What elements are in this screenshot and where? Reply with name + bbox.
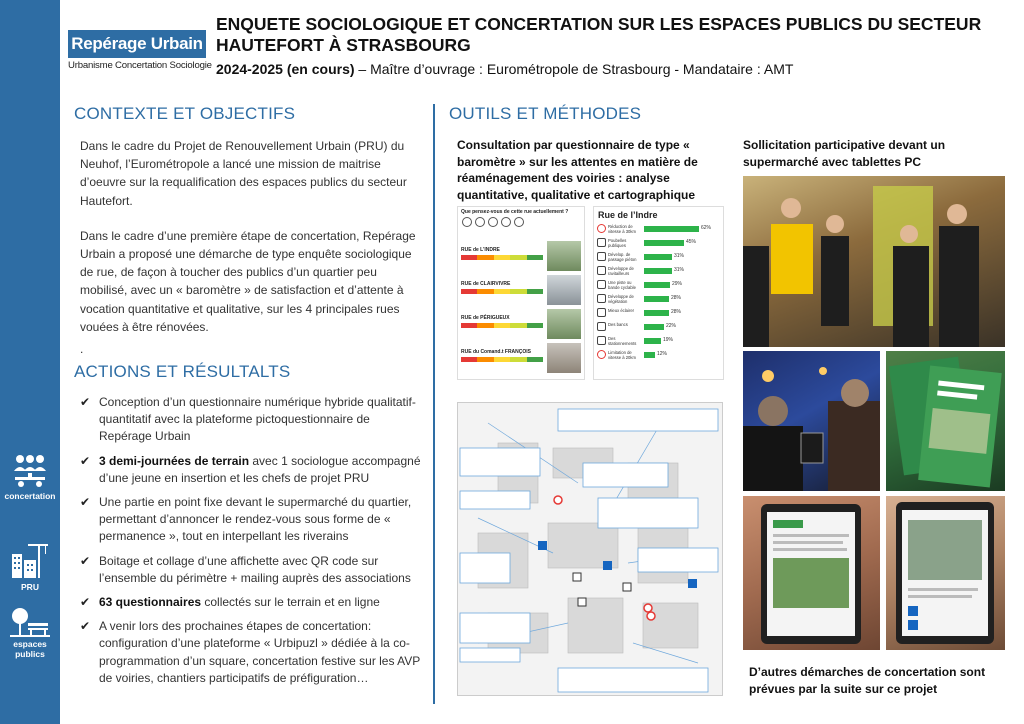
bar-row bbox=[594, 236, 723, 250]
contexte-paragraph-3: . bbox=[80, 342, 84, 357]
band-item-concertation bbox=[0, 453, 60, 501]
bar-value: 22% bbox=[666, 323, 677, 329]
subtitle-period: 2024-2025 (en cours) bbox=[216, 61, 355, 77]
gauge-bar bbox=[461, 357, 543, 362]
band-label: concertation bbox=[4, 491, 56, 501]
category-icon bbox=[597, 238, 606, 247]
list-item bbox=[80, 553, 425, 587]
bar-value: 28% bbox=[671, 309, 682, 315]
buildings-crane-icon bbox=[10, 540, 50, 580]
logo-name: Repérage Urbain bbox=[68, 30, 206, 58]
bar-label: Poubelles publiques bbox=[608, 238, 627, 248]
bar-fill bbox=[644, 226, 699, 232]
smiley-icon bbox=[488, 217, 498, 227]
bar-row bbox=[594, 222, 723, 236]
bar-row bbox=[594, 292, 723, 306]
bar-row bbox=[594, 306, 723, 320]
list-item bbox=[80, 594, 425, 611]
column-divider bbox=[433, 104, 435, 704]
bar-label: Des stationnements bbox=[608, 336, 637, 346]
check-icon: ✔ bbox=[80, 595, 91, 610]
heading-outils: OUTILS ET MÉTHODES bbox=[449, 104, 642, 123]
bar-fill bbox=[644, 240, 684, 246]
list-item bbox=[80, 494, 425, 546]
photo-illustration bbox=[743, 176, 1005, 347]
bar-fill bbox=[644, 338, 661, 344]
map-drawing bbox=[458, 403, 723, 696]
bar-label: Réduction de vitesse à 30km bbox=[608, 224, 636, 234]
actions-list bbox=[80, 394, 425, 694]
contexte-paragraph-1: Dans le cadre du Projet de Renouvellement Urbain (PRU) du Neuhof, l’Eurométropole a lancé une mission de maitrise d’oeuvre sur la requalification des espaces publics du secteur Hautefort. bbox=[80, 139, 407, 208]
street-photo bbox=[547, 275, 581, 305]
results-title: Rue de l’Indre bbox=[598, 210, 658, 220]
photo-illustration bbox=[886, 351, 1005, 491]
category-icon bbox=[597, 308, 606, 317]
item-text: avec 1 sociologue accompagné d’une jeune en insertion et les chefs de projet PRU bbox=[99, 453, 421, 485]
photo-leaflets bbox=[886, 351, 1005, 491]
results-bars bbox=[593, 206, 724, 380]
bar-fill bbox=[644, 324, 664, 330]
bar-value: 45% bbox=[686, 239, 697, 245]
photo-tablet-screen-2 bbox=[886, 496, 1005, 650]
street-name: RUE de PÉRIGUEUX bbox=[461, 315, 510, 321]
survey-question: Que pensez-vous de cette rue actuellement ? bbox=[461, 209, 569, 215]
bar-row bbox=[594, 264, 723, 278]
contexte-paragraph-2: Dans le cadre d’une première étape de concertation, Repérage Urbain a proposé une démarche de type enquête sociologique de rue, de façon à toucher des publics d’un quartier peu mobilisé, avec un « baromètre » de satisfaction et d’attente à vocation quantitative et qualitative, sur les 4 principales rues vouées à être rénovées. bbox=[80, 228, 416, 334]
category-icon bbox=[597, 336, 606, 345]
bar-row bbox=[594, 250, 723, 264]
street-gauge bbox=[458, 309, 584, 343]
caption-survey: Consultation par questionnaire de type « baromètre » sur les attentes en matière de réaménagement des voiries : analyse quantitative, qualitative et cartographique bbox=[457, 138, 698, 202]
photo-tablet-screen-1 bbox=[743, 496, 880, 650]
bench-tree-icon bbox=[10, 607, 50, 637]
category-icon bbox=[597, 350, 606, 359]
bar-label: Développe de végétation bbox=[608, 294, 634, 304]
bar-fill bbox=[644, 268, 672, 274]
smiley-row bbox=[458, 217, 584, 227]
bar-fill bbox=[644, 310, 669, 316]
logo-tagline: Urbanisme Concertation Sociologie bbox=[68, 60, 212, 71]
bar-row bbox=[594, 348, 723, 362]
photo-supermarket-crowd bbox=[743, 176, 1005, 347]
street-name: RUE de L’INDRE bbox=[461, 247, 500, 253]
bar-row bbox=[594, 278, 723, 292]
bar-value: 12% bbox=[657, 351, 668, 357]
list-item bbox=[80, 618, 425, 687]
band-label: espaces publics bbox=[13, 639, 47, 659]
bar-label: Dévelop. de passage piéton bbox=[608, 252, 637, 262]
street-photo bbox=[547, 241, 581, 271]
category-icon bbox=[597, 294, 606, 303]
band-item-pru bbox=[0, 540, 60, 592]
category-icon bbox=[597, 266, 606, 275]
list-item bbox=[80, 394, 425, 446]
item-text: A venir lors des prochaines étapes de concertation: configuration d’une plateforme « Urbipuzl » dédiée à la co-programmation d’un square, concertation festive sur les AVP de voiries, chantiers participatifs de préfiguration… bbox=[99, 619, 421, 685]
street-gauge bbox=[458, 241, 584, 275]
heading-contexte: CONTEXTE ET OBJECTIFS bbox=[74, 104, 296, 123]
logo bbox=[68, 30, 212, 71]
item-bold: 63 questionnaires bbox=[99, 595, 202, 610]
item-text: Boitage et collage d’une affichette avec QR code sur l’ensemble du périmètre + mailing auprès des associations bbox=[99, 553, 411, 585]
bar-value: 62% bbox=[701, 225, 712, 231]
bar-value: 29% bbox=[672, 281, 683, 287]
street-photo bbox=[547, 309, 581, 339]
category-icon bbox=[597, 322, 606, 331]
street-name: RUE de CLAIRVIVRE bbox=[461, 281, 511, 287]
bar-fill bbox=[644, 282, 670, 288]
check-icon: ✔ bbox=[80, 395, 91, 409]
gauge-bar bbox=[461, 323, 543, 328]
bar-label: Mieux éclairer bbox=[608, 308, 635, 313]
gauge-bar bbox=[461, 255, 543, 260]
bar-fill bbox=[644, 254, 672, 260]
check-icon: ✔ bbox=[80, 553, 91, 568]
bar-fill bbox=[644, 296, 669, 302]
bar-rows bbox=[594, 222, 723, 362]
page-title: ENQUETE SOCIOLOGIQUE ET CONCERTATION SUR LES ESPACES PUBLICS DU SECTEUR HAUTEFORT À STRASBOURG bbox=[216, 14, 982, 55]
street-gauge bbox=[458, 343, 584, 377]
photo-illustration bbox=[743, 351, 880, 491]
bar-value: 31% bbox=[674, 253, 685, 259]
bar-label: Une piste ou bande cyclable bbox=[608, 280, 636, 290]
bar-row bbox=[594, 334, 723, 348]
band-label: PRU bbox=[21, 582, 39, 592]
category-icon bbox=[597, 224, 606, 233]
bar-label: Limitation de vitesse à 20km bbox=[608, 350, 636, 360]
item-text: collectés sur le terrain et en ligne bbox=[201, 595, 380, 610]
list-item bbox=[80, 453, 425, 487]
bar-value: 28% bbox=[671, 295, 682, 301]
smiley-icon bbox=[514, 217, 524, 227]
item-text: Une partie en point fixe devant le supermarché du quartier, permettant d’annoncer le rendez-vous sous forme de « permanence », tout en interpellant les riverains bbox=[99, 495, 412, 544]
street-photo bbox=[547, 343, 581, 373]
check-icon: ✔ bbox=[80, 619, 91, 634]
smiley-icon bbox=[462, 217, 472, 227]
band-item-espaces-publics bbox=[0, 607, 60, 659]
left-band bbox=[0, 0, 60, 724]
survey-barometer bbox=[457, 206, 585, 380]
photo-tablet-night bbox=[743, 351, 880, 491]
subtitle-details: – Maître d’ouvrage : Eurométropole de Strasbourg - Mandataire : AMT bbox=[354, 61, 794, 77]
people-network-icon bbox=[11, 453, 49, 489]
contexte-text bbox=[80, 137, 420, 375]
street-name: RUE du Comand.t FRANÇOIS bbox=[461, 349, 531, 355]
smiley-icon bbox=[475, 217, 485, 227]
bar-label: Des bancs bbox=[608, 322, 628, 327]
bar-label: Développe de ravitailleurs bbox=[608, 266, 634, 276]
photo-illustration bbox=[886, 496, 1005, 650]
heading-actions: ACTIONS ET RÉSULTALTS bbox=[74, 362, 291, 381]
street-gauge bbox=[458, 275, 584, 309]
bar-value: 31% bbox=[674, 267, 685, 273]
photo-illustration bbox=[743, 496, 880, 650]
caption-footer: D’autres démarches de concertation sont prévues par la suite sur ce projet bbox=[749, 665, 986, 696]
check-icon: ✔ bbox=[80, 453, 91, 468]
item-text: Conception d’un questionnaire numérique hybride qualitatif-quantitatif avec la plateforme pictoquestionnaire de Repérage Urbain bbox=[99, 395, 416, 444]
page-subtitle bbox=[216, 61, 1006, 77]
check-icon: ✔ bbox=[80, 495, 91, 510]
bar-row bbox=[594, 320, 723, 334]
smiley-icon bbox=[501, 217, 511, 227]
gauge-bar bbox=[461, 289, 543, 294]
category-icon bbox=[597, 280, 606, 289]
category-icon bbox=[597, 252, 606, 261]
item-bold: 3 demi-journées de terrain bbox=[99, 453, 250, 468]
bar-value: 19% bbox=[663, 337, 674, 343]
annotated-map bbox=[457, 402, 723, 696]
caption-photos: Sollicitation participative devant un supermarché avec tablettes PC bbox=[743, 138, 946, 169]
bar-fill bbox=[644, 352, 655, 358]
